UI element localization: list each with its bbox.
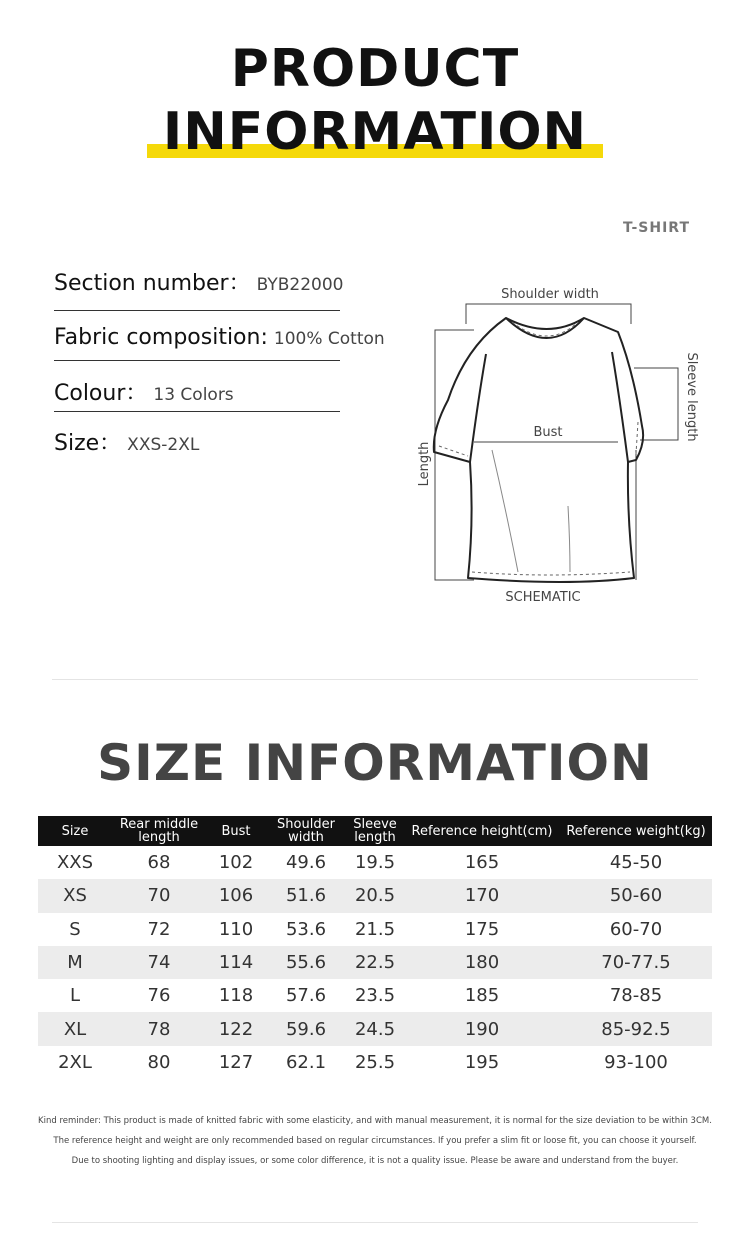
table-cell: 22.5 bbox=[346, 946, 404, 979]
bottom-divider bbox=[52, 1222, 698, 1223]
spec-value: 13 Colors bbox=[153, 385, 234, 405]
column-header-line: Shoulder bbox=[277, 817, 335, 832]
table-cell: 19.5 bbox=[354, 852, 396, 874]
column-header bbox=[346, 816, 404, 846]
table-cell: 2XL bbox=[58, 1051, 92, 1073]
note-line: The reference height and weight are only recommended based on regular circumstances. If you prefer a slim fit or loose fit, you can choose it yourself. bbox=[53, 1136, 697, 1146]
table-cell: 49.6 bbox=[285, 852, 327, 874]
table-cell: 175 bbox=[464, 918, 500, 940]
table-cell: 78 bbox=[112, 1012, 206, 1045]
title-line-2-wrap bbox=[163, 100, 587, 164]
kind-reminder-notes bbox=[0, 1111, 750, 1171]
note-line: Kind reminder: This product is made of knitted fabric with some elasticity, and with manual measurement, it is normal for the size deviation to be within 3CM. bbox=[38, 1116, 712, 1126]
table-cell: XL bbox=[38, 1012, 112, 1045]
table-cell: 24.5 bbox=[346, 1012, 404, 1045]
schematic-caption: SCHEMATIC bbox=[505, 590, 581, 605]
sleeve-length-bracket bbox=[634, 368, 678, 440]
table-cell: 180 bbox=[404, 946, 560, 979]
spec-value: XXS-2XL bbox=[127, 435, 200, 455]
table-cell: 50-60 bbox=[560, 879, 712, 912]
table-cell: 62.1 bbox=[285, 1051, 327, 1073]
table-cell: 78-85 bbox=[609, 985, 663, 1007]
table-cell: 170 bbox=[404, 879, 560, 912]
table-cell: 21.5 bbox=[354, 918, 396, 940]
length-label: Length bbox=[417, 441, 432, 487]
table-row bbox=[38, 846, 712, 879]
table-row bbox=[38, 979, 712, 1012]
table-cell: 70 bbox=[112, 879, 206, 912]
column-header bbox=[404, 816, 560, 846]
spec-divider bbox=[54, 411, 340, 412]
column-header bbox=[266, 816, 346, 846]
table-cell: 118 bbox=[218, 985, 254, 1007]
table-cell: 185 bbox=[464, 985, 500, 1007]
column-header bbox=[38, 816, 112, 846]
spec-divider bbox=[54, 310, 340, 311]
spec-fabric bbox=[54, 325, 385, 353]
table-body bbox=[38, 846, 712, 1079]
column-header bbox=[112, 816, 206, 846]
spec-value: BYB22000 bbox=[256, 275, 344, 295]
table-cell: XS bbox=[38, 879, 112, 912]
column-header-line: Bust bbox=[221, 823, 251, 839]
title-line-2: INFORMATION bbox=[162, 102, 588, 162]
table-cell: 23.5 bbox=[354, 985, 396, 1007]
table-cell: 190 bbox=[404, 1012, 560, 1045]
table-row bbox=[38, 1012, 712, 1045]
table-cell: 25.5 bbox=[354, 1051, 396, 1073]
page-title bbox=[0, 38, 750, 164]
table-cell: 106 bbox=[206, 879, 266, 912]
table-row bbox=[38, 1046, 712, 1079]
sleeve-length-label: Sleeve length bbox=[684, 352, 699, 442]
table-cell: 76 bbox=[147, 985, 171, 1007]
column-header bbox=[206, 816, 266, 846]
note-line: Due to shooting lighting and display issues, or some color difference, it is not a quality issue. Please be aware and understand from the buyer. bbox=[71, 1156, 679, 1166]
table-cell: 195 bbox=[464, 1051, 500, 1073]
table-cell: 102 bbox=[218, 852, 254, 874]
tshirt-outline bbox=[434, 318, 643, 582]
shoulder-width-bracket bbox=[466, 304, 631, 324]
table-cell: 55.6 bbox=[266, 946, 346, 979]
table-header-row bbox=[38, 816, 712, 846]
spec-value: 100% Cotton bbox=[273, 329, 385, 349]
shoulder-width-label: Shoulder width bbox=[501, 287, 599, 302]
table-cell: 72 bbox=[147, 918, 171, 940]
table-cell: 70-77.5 bbox=[560, 946, 712, 979]
column-header-line: Reference weight(kg) bbox=[566, 823, 706, 839]
product-type-tag: T-SHIRT bbox=[622, 220, 690, 236]
size-section-title: SIZE INFORMATION bbox=[97, 734, 653, 792]
bust-label: Bust bbox=[533, 425, 563, 440]
table-cell: L bbox=[69, 985, 81, 1007]
table-cell: 53.6 bbox=[285, 918, 327, 940]
section-divider bbox=[52, 679, 698, 680]
spec-colour bbox=[54, 376, 344, 404]
table-cell: S bbox=[69, 918, 81, 940]
table-cell: 114 bbox=[206, 946, 266, 979]
table-cell: 57.6 bbox=[285, 985, 327, 1007]
table-cell: 110 bbox=[218, 918, 254, 940]
table-cell: 20.5 bbox=[346, 879, 404, 912]
table-row bbox=[38, 913, 712, 946]
table-row bbox=[38, 946, 712, 979]
table-cell: M bbox=[38, 946, 112, 979]
column-header-line: Reference height(cm) bbox=[411, 823, 553, 839]
table-row bbox=[38, 879, 712, 912]
column-header-line: Rear middle bbox=[119, 817, 199, 832]
spec-label: Size： bbox=[54, 431, 122, 456]
spec-label: Fabric composition: bbox=[54, 325, 268, 350]
table-cell: 51.6 bbox=[266, 879, 346, 912]
table-cell: 60-70 bbox=[609, 918, 663, 940]
table-cell: 122 bbox=[206, 1012, 266, 1045]
column-header-line: length bbox=[138, 830, 180, 845]
length-bracket bbox=[435, 330, 474, 580]
spec-size bbox=[54, 426, 344, 454]
tshirt-schematic bbox=[408, 280, 708, 610]
column-header-line: Sleeve bbox=[353, 817, 397, 832]
column-header-line: Size bbox=[61, 823, 89, 839]
column-header-line: width bbox=[288, 830, 324, 845]
table-cell: 74 bbox=[112, 946, 206, 979]
column-header-line: length bbox=[354, 830, 396, 845]
table-cell: 127 bbox=[218, 1051, 254, 1073]
spec-divider bbox=[54, 360, 340, 361]
column-header bbox=[560, 816, 712, 846]
table-cell: 68 bbox=[147, 852, 171, 874]
table-cell: 59.6 bbox=[266, 1012, 346, 1045]
table-cell: 85-92.5 bbox=[560, 1012, 712, 1045]
table-cell: 93-100 bbox=[604, 1051, 668, 1073]
table-cell: 80 bbox=[147, 1051, 171, 1073]
spec-label: Colour： bbox=[54, 381, 148, 406]
table-cell: 45-50 bbox=[609, 852, 663, 874]
table-cell: XXS bbox=[56, 852, 94, 874]
spec-section-number bbox=[54, 266, 344, 294]
size-table bbox=[38, 816, 712, 1079]
table-cell: 165 bbox=[464, 852, 500, 874]
title-line-1: PRODUCT bbox=[230, 39, 520, 99]
spec-label: Section number： bbox=[54, 271, 251, 296]
